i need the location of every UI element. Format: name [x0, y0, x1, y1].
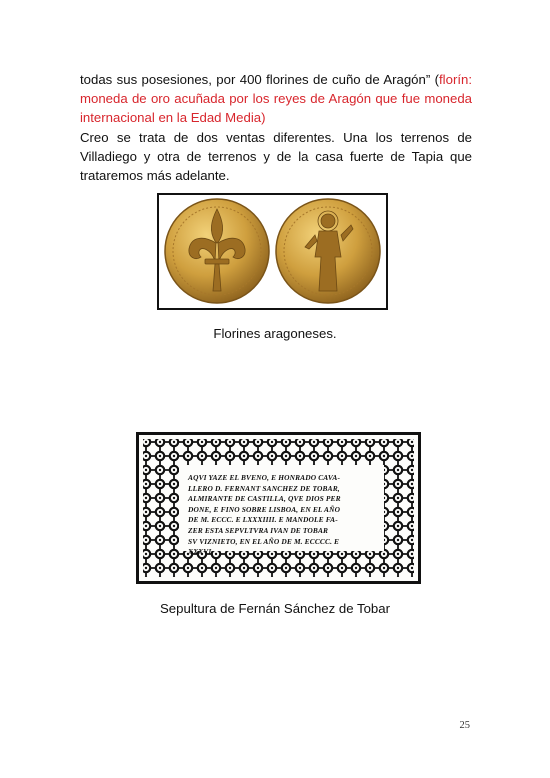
inscription-line: AQVI YAZE EL BVENO, E HONRADO CAVA- — [188, 473, 341, 482]
coins-image — [157, 193, 388, 310]
paragraph-two-sales: Creo se trata de dos ventas diferentes. Una los terrenos de Villadiego y otra de terrenos y de la casa fuerte de Tapia que trataremos más adelante. — [80, 130, 472, 183]
inscription-line: SV VIZNIETO, EN EL AÑO DE M. ECCCC. E — [188, 536, 340, 546]
inscription-line: DE M. ECCC. E LXXXIIII. E MANDOLE FA- — [188, 515, 338, 525]
florin-definition: florín: moneda de oro acuñada por los reyes de Aragón que fue moneda internacional en la Edad Media) — [80, 72, 472, 125]
coins-caption: Florines aragoneses. — [213, 326, 337, 341]
tomb-caption: Sepultura de Fernán Sánchez de Tobar — [160, 601, 390, 616]
tomb-inscription-text — [188, 473, 388, 558]
paragraph-florin-note — [80, 70, 472, 127]
page-number: 25 — [459, 720, 470, 731]
tomb-inscription-image — [136, 432, 421, 584]
inscription-line: ALMIRANTE DE CASTILLA, QVE DIOS PER — [188, 494, 341, 504]
paragraph-text: todas sus posesiones, por 400 florines de cuño de Aragón” ( — [80, 72, 440, 87]
inscription-line: ZER ESTA SEPVLTVRA IVAN DE TOBAR — [188, 525, 329, 535]
aragonese-florins-illustration — [159, 195, 386, 308]
inscription-line: DONE, E FINO SOBRE LISBOA, EN EL AÑO — [188, 504, 341, 514]
inscription-line: XXXVI. — [188, 547, 214, 557]
inscription-line: LLERO D. FERNANT SANCHEZ DE TOBAR, — [188, 483, 340, 493]
